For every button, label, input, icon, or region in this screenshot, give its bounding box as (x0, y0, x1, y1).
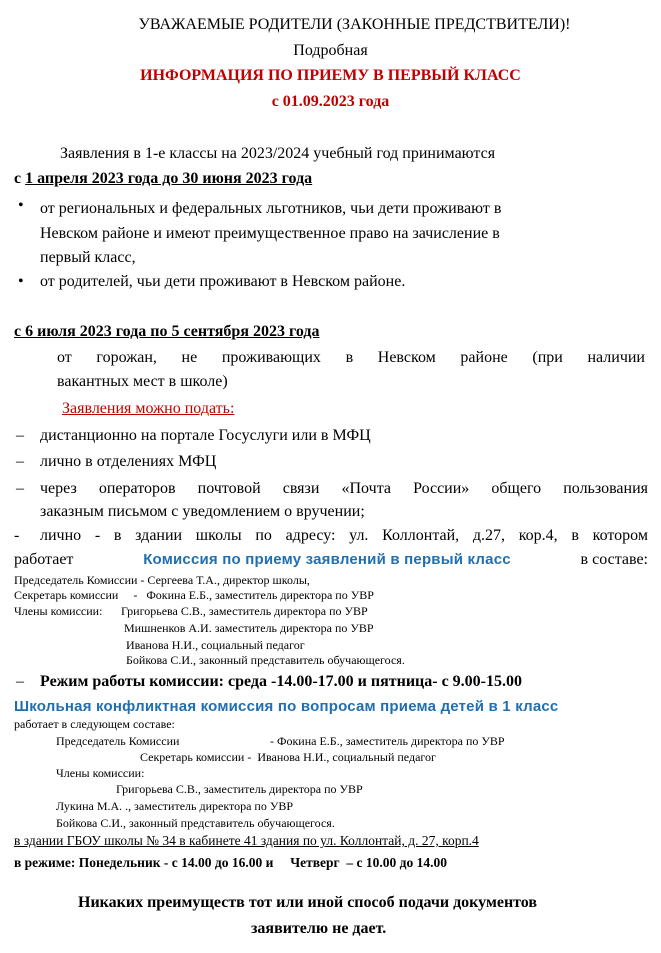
period1-range-text: 1 апреля 2023 года до 30 июня 2023 года (25, 170, 313, 187)
conflict-composition: работает в следующем составе: (14, 717, 175, 731)
period2-line1: от горожан, не проживающих в Невском районе (при наличии (57, 349, 645, 366)
dash-icon: – (16, 480, 24, 497)
commission-name: Комиссия по приему заявлений в первый класс (143, 551, 511, 568)
conflict-chair-value: - Фокина Е.Б., заместитель директора по УВР (270, 734, 505, 748)
submit-item: дистанционно на портале Госуслуги или в МФЦ (40, 427, 371, 444)
dash-icon: - (14, 527, 20, 544)
commission-hours: Режим работы комиссии: среда -14.00-17.00 и пятница- с 9.00-15.00 (40, 673, 523, 690)
dash-icon: – (16, 427, 24, 444)
period1-range (14, 170, 312, 188)
period1-prefix: с (14, 170, 26, 187)
conflict-chair-label: Председатель Комиссии (56, 734, 180, 748)
school-line2-prefix: работает (14, 551, 74, 568)
conflict-member: Григорьева С.В., заместитель директора по УВР (116, 782, 363, 796)
period2-line2: вакантных мест в школе) (57, 373, 228, 390)
school-line1: лично - в здании школы по адресу: ул. Коллонтай, д.27, кор.4, в котором (40, 527, 648, 544)
bullet-line: Невском районе и имеют преимущественное право на зачисление в (40, 224, 500, 242)
commission-members-label: Члены комиссии: (14, 604, 103, 618)
bullet-item (40, 197, 501, 271)
commission-secretary: Секретарь комиссии - Фокина Е.Б., заместитель директора по УВР (14, 588, 374, 602)
conflict-schedule: в режиме: Понедельник - с 14.00 до 16.00 и Четверг – с 10.00 до 14.00 (14, 855, 447, 870)
greeting: УВАЖАЕМЫЕ РОДИТЕЛИ (ЗАКОННЫЕ ПРЕДСТВИТЕЛИ)! (138, 16, 571, 33)
conflict-secretary: Секретарь комиссии - Иванова Н.И., социальный педагог (140, 750, 436, 764)
commission-member: Иванова Н.И., социальный педагог (126, 638, 305, 652)
detailed-label: Подробная (293, 42, 368, 59)
conflict-title: Школьная конфликтная комиссия по вопросам приема детей в 1 класс (14, 698, 559, 715)
conflict-members-label: Члены комиссии: (56, 766, 145, 780)
commission-member: Бойкова С.И., законный представитель обучающегося. (126, 653, 405, 667)
dash-icon: – (16, 453, 24, 470)
submit-heading: Заявления можно подать: (62, 400, 235, 417)
bullet-item: от родителей, чьи дети проживают в Невском районе. (40, 273, 406, 290)
bullet-line: от региональных и федеральных льготников, чьи дети проживают в (40, 200, 502, 217)
school-line2-suffix: в составе: (580, 551, 648, 568)
school-line2 (14, 551, 648, 569)
submit-item: лично в отделениях МФЦ (40, 453, 217, 470)
submit-item-cont: заказным письмом с уведомлением о вручении; (40, 503, 365, 520)
commission-member: Мишненков А.И. заместитель директора по УВР (124, 621, 374, 635)
conflict-member: Бойкова С.И., законный представитель обучающегося. (56, 816, 335, 830)
period1-intro: Заявления в 1-е классы на 2023/2024 учебный год принимаются (60, 145, 496, 162)
conflict-location: в здании ГБОУ школы № 34 в кабинете 41 здания по ул. Коллонтай, д. 27, корп.4 (14, 833, 479, 848)
commission-member: Григорьева С.В., заместитель директора по УВР (121, 604, 368, 618)
footer-line1: Никаких преимуществ тот или иной способ подачи документов (78, 894, 538, 911)
period2-range: с 6 июля 2023 года по 5 сентября 2023 года (14, 323, 320, 340)
dash-icon: – (16, 673, 24, 690)
footer-line2: заявителю не дает. (251, 920, 387, 937)
start-date: с 01.09.2023 года (271, 93, 390, 110)
bullet-line: первый класс, (40, 249, 136, 266)
page-title: ИНФОРМАЦИЯ ПО ПРИЕМУ В ПЕРВЫЙ КЛАСС (140, 67, 521, 84)
commission-chair: Председатель Комиссии - Сергеева Т.А., директор школы, (14, 573, 310, 587)
bullet-icon: • (18, 197, 24, 214)
submit-item: через операторов почтовой связи «Почта России» общего пользования (40, 480, 648, 497)
conflict-member: Лукина М.А. ., заместитель директора по УВР (56, 799, 294, 813)
bullet-icon: • (18, 273, 24, 290)
